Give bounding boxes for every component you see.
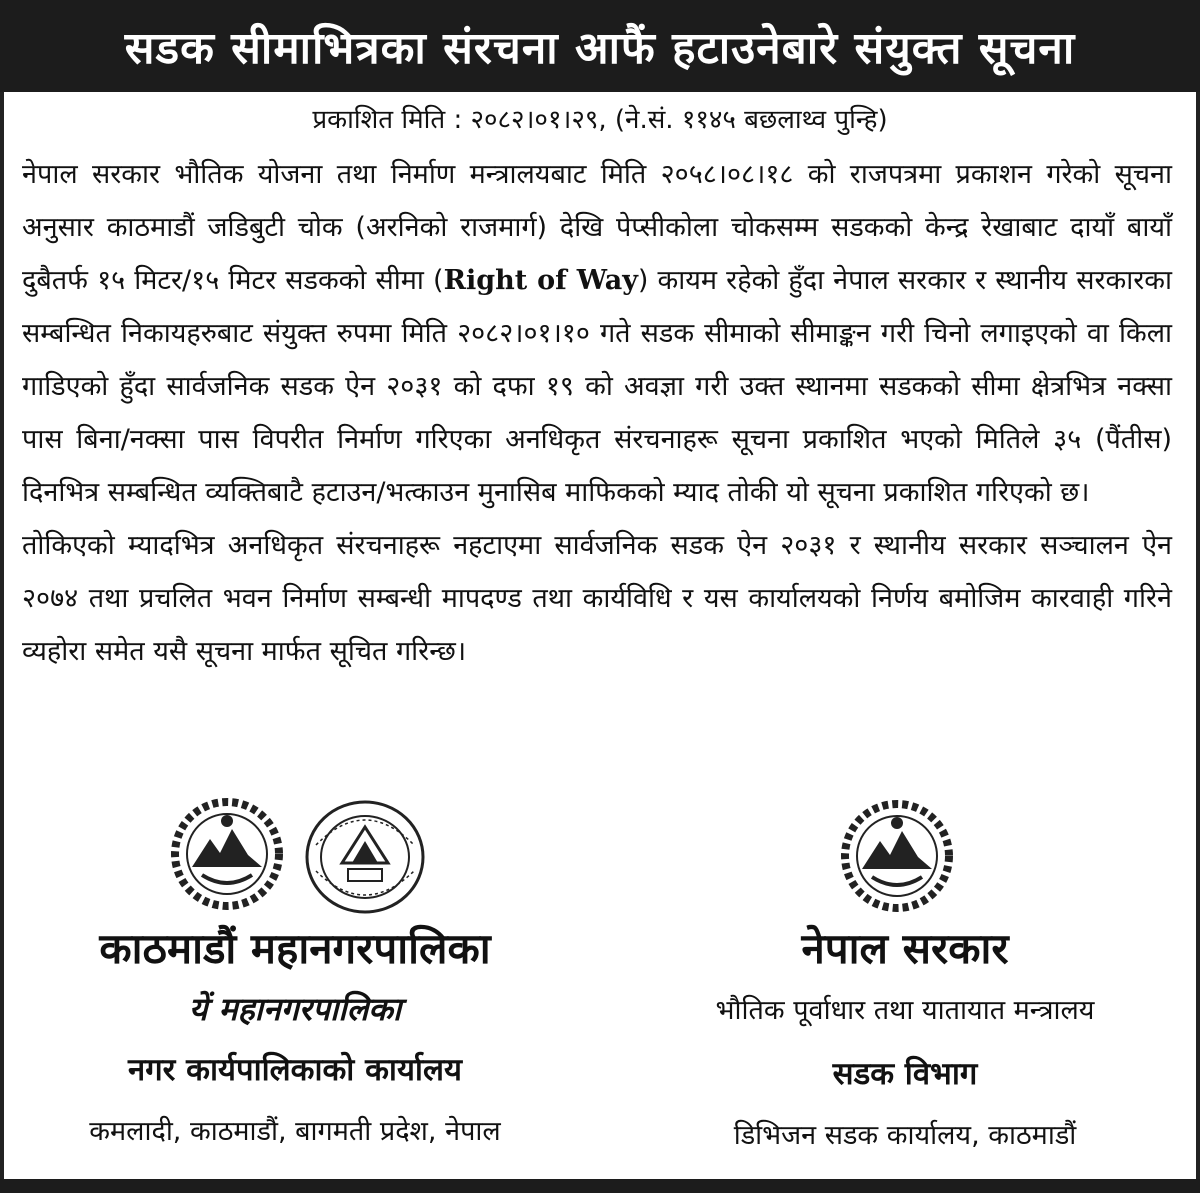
kmc-seal-icon xyxy=(302,797,428,917)
kmc-name: काठमाडौं महानगरपालिका xyxy=(99,924,491,973)
division-office: डिभिजन सडक कार्यालय, काठमाडौं xyxy=(733,1120,1077,1151)
nepal-emblem-icon xyxy=(168,795,286,913)
notice-title: सडक सीमाभित्रका संरचना आफैं हटाउनेबारे संयुक्त सूचना xyxy=(0,0,1200,92)
kmc-newari-name: यें महानगरपालिका xyxy=(188,990,402,1028)
published-date: प्रकाशित मिति : २०८२।०१।२९, (ने.सं. ११४५ बछलाथ्व पुन्हि) xyxy=(312,105,888,135)
notice-paragraph-2: तोकिएको म्यादभित्र अनधिकृत संरचनाहरू नहटाएमा सार्वजनिक सडक ऐन २०३१ र स्थानीय सरकार सञ्चालन ऐन २०७४ तथा प्रचलित भवन निर्माण सम्बन्धी मापदण्ड तथा कार्यविधि र यस कार्यालयको निर्णय बमोजिम कारवाही गरिने व्यहोरा समेत यसै सूचना मार्फत सूचित गरिन्छ। xyxy=(22,530,1172,667)
kmc-office: नगर कार्यपालिकाको कार्यालय xyxy=(128,1052,462,1088)
paragraph-1-part-a: नेपाल सरकार भौतिक योजना तथा निर्माण मन्त्रालयबाट मिति २०५८।०८।१८ को राजपत्रमा प्रकाशन गरेको सूचना अनुसार काठमाडौं जडिबुटी चोक (अरनिको राजमार्ग) देखि पेप्सीकोला चोकसम्म सडकको केन्द्र रेखाबाट दायाँ बायाँ दुबैतर्फ १५ मिटर/१५ मिटर सडकको सीमा ( xyxy=(22,159,1172,296)
bottom-bar xyxy=(0,1179,1200,1193)
kmc-address: कमलादी, काठमाडौं, बागमती प्रदेश, नेपाल xyxy=(89,1116,501,1147)
gov-name: नेपाल सरकार xyxy=(801,924,1009,973)
notice-paragraph-1 xyxy=(22,148,1172,519)
department-name: सडक विभाग xyxy=(832,1056,978,1092)
right-signatory xyxy=(620,918,1190,1166)
nepal-emblem-icon-right xyxy=(838,797,956,915)
right-of-way-term: Right of Way xyxy=(443,265,638,296)
left-signatory xyxy=(10,918,580,1162)
paragraph-1-part-b: ) कायम रहेको हुँदा नेपाल सरकार र स्थानीय सरकारका सम्बन्धित निकायहरुबाट संयुक्त रुपमा मिति २०८२।०१।१० गते सडक सीमाको सीमाङ्कन गरी चिनो लगाइएको वा किला गाडिएको हुँदा सार्वजनिक सडक ऐन २०३१ को दफा १९ को अवज्ञा गरी उक्त स्थानमा सडकको सीमा क्षेत्रभित्र नक्सा पास बिना/नक्सा पास विपरीत निर्माण गरिएका अनधिकृत संरचनाहरू सूचना प्रकाशित भएको मितिले ३५ (पैंतीस) दिनभित्र सम्बन्धित व्यक्तिबाटै हटाउन/भत्काउन मुनासिब माफिकको म्याद तोकी यो सूचना प्रकाशित गरिएको छ। xyxy=(22,265,1173,508)
notice-body xyxy=(22,148,1172,678)
ministry-name: भौतिक पूर्वाधार तथा यातायात मन्त्रालय xyxy=(715,995,1095,1026)
